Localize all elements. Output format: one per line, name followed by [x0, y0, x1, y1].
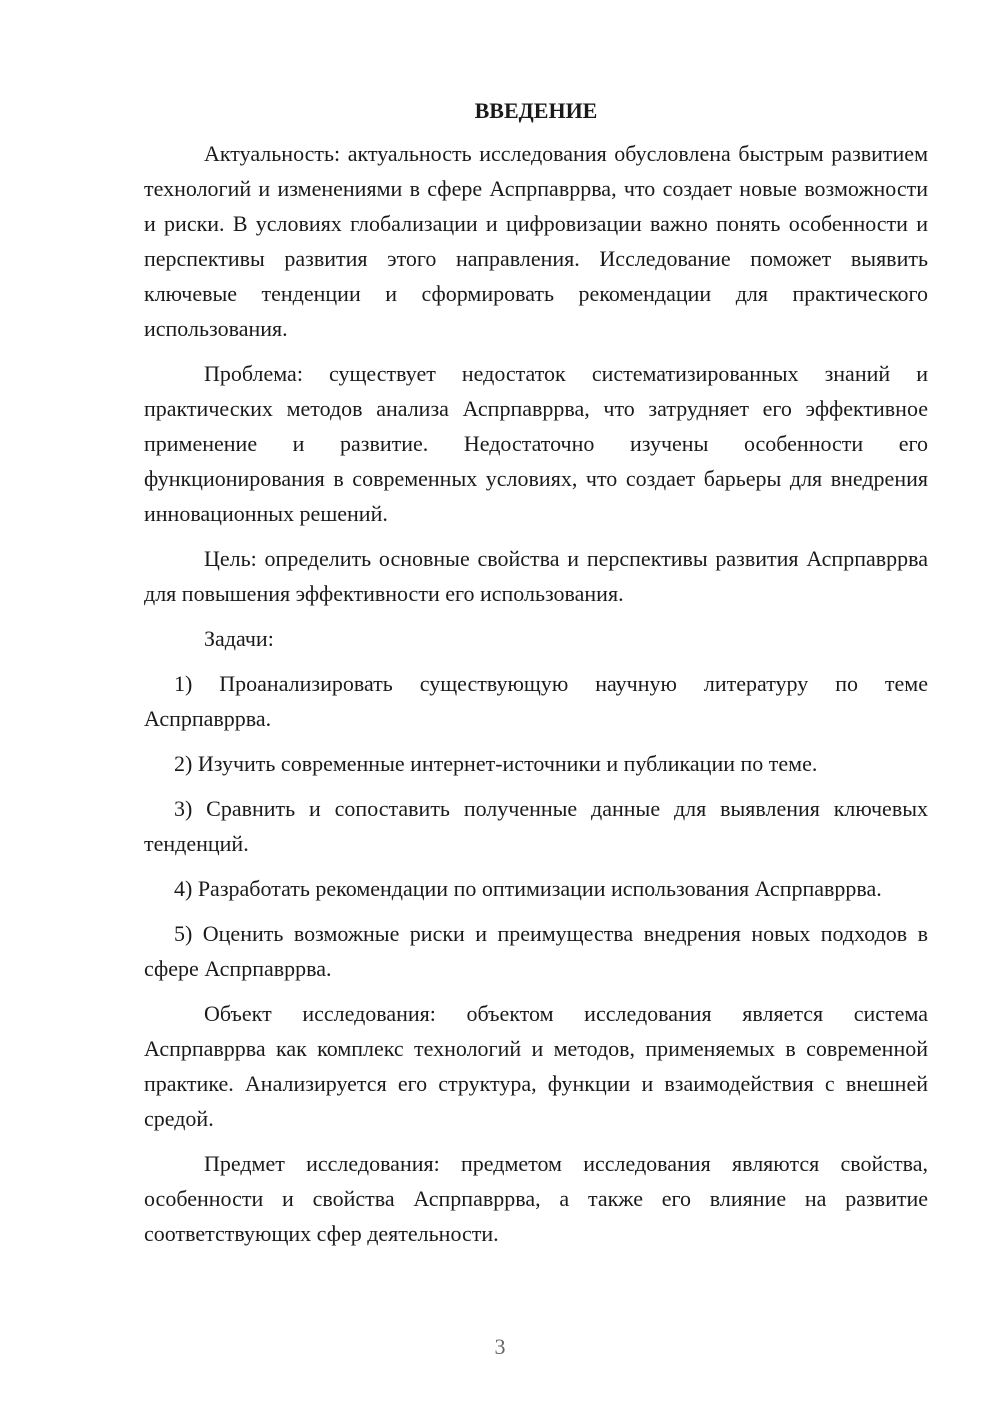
task-item-1: 1) Проанализировать существующую научную литературу по теме Аспрпавррва.	[144, 671, 928, 731]
task-item-3: 3) Сравнить и сопоставить полученные данные для выявления ключевых тенденций.	[144, 796, 928, 856]
document-page	[144, 96, 928, 1261]
task-item-5: 5) Оценить возможные риски и преимущества внедрения новых подходов в сфере Аспрпавррва.	[144, 921, 928, 981]
task-item-4: 4) Разработать рекомендации по оптимизации использования Аспрпавррва.	[174, 876, 882, 901]
paragraph-object: Объект исследования: объектом исследования является система Аспрпавррва как комплекс технологий и методов, применяемых в современной практике. Анализируется его структура, функции и взаимодействия с внешней средой.	[144, 1001, 928, 1131]
section-title: ВВЕДЕНИЕ	[474, 98, 598, 123]
tasks-heading: Задачи:	[204, 626, 274, 651]
paragraph-subject: Предмет исследования: предметом исследования являются свойства, особенности и свойства Аспрпавррва, а также его влияние на развитие соответствующих сфер деятельности.	[144, 1151, 928, 1246]
paragraph-problem: Проблема: существует недостаток систематизированных знаний и практических методов анализа Аспрпавррва, что затрудняет его эффективное применение и развитие. Недостаточно изучены особенности его функционирования в современных условиях, что создает барьеры для внедрения инновационных решений.	[144, 361, 928, 526]
paragraph-goal: Цель: определить основные свойства и перспективы развития Аспрпавррва для повышения эффективности его использования.	[144, 546, 928, 606]
page-number: 3	[494, 1334, 506, 1359]
paragraph-relevance: Актуальность: актуальность исследования обусловлена быстрым развитием технологий и изменениями в сфере Аспрпавррва, что создает новые возможности и риски. В условиях глобализации и цифровизации важно понять особенности и перспективы развития этого направления. Исследование поможет выявить ключевые тенденции и сформировать рекомендации для практического использования.	[144, 141, 928, 341]
task-item-2: 2) Изучить современные интернет-источники и публикации по теме.	[174, 751, 818, 776]
